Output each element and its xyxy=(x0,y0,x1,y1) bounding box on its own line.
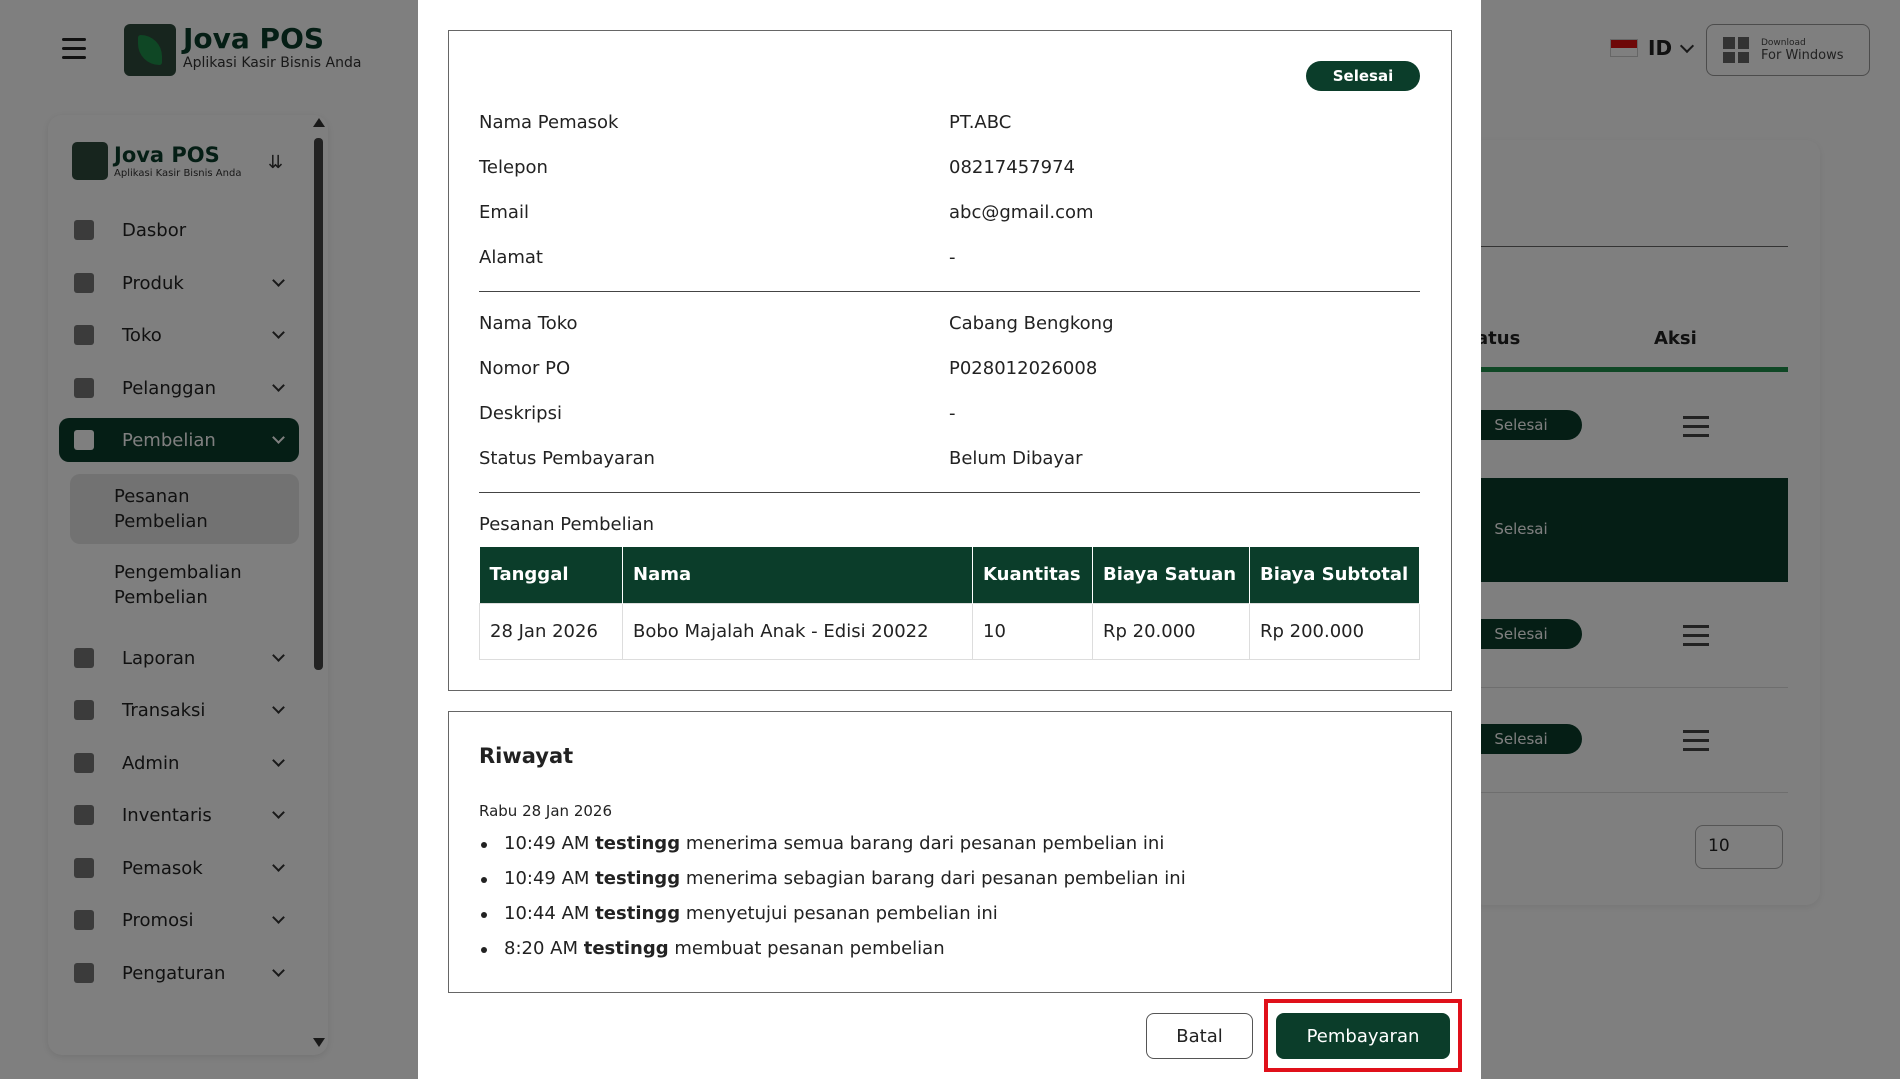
field-label: Status Pembayaran xyxy=(479,448,655,469)
table-cell: Bobo Majalah Anak - Edisi 20022 xyxy=(623,603,973,659)
field-label: Email xyxy=(479,202,529,223)
table-cell: 28 Jan 2026 xyxy=(480,603,623,659)
history-item xyxy=(479,865,1379,900)
history-user: testingg xyxy=(583,938,669,959)
table-cell: Rp 200.000 xyxy=(1250,603,1420,659)
field-value: Cabang Bengkong xyxy=(949,313,1114,334)
divider xyxy=(479,291,1420,292)
cancel-button[interactable]: Batal xyxy=(1146,1013,1253,1059)
orders-section-title: Pesanan Pembelian xyxy=(479,514,655,535)
column-header: Nama xyxy=(623,547,973,603)
history-title: Riwayat xyxy=(479,744,574,768)
field-value: - xyxy=(949,403,956,424)
column-header: Biaya Subtotal xyxy=(1250,547,1420,603)
history-time: 10:44 AM xyxy=(504,903,590,924)
field-value: - xyxy=(949,247,956,268)
column-header: Tanggal xyxy=(480,547,623,603)
history-text: menyetujui pesanan pembelian ini xyxy=(685,903,998,924)
field-label: Nama Pemasok xyxy=(479,112,619,133)
history-item xyxy=(479,830,1379,865)
field-value: 08217457974 xyxy=(949,157,1075,178)
table-cell: Rp 20.000 xyxy=(1093,603,1250,659)
history-user: testingg xyxy=(595,903,681,924)
field-value: PT.ABC xyxy=(949,112,1012,133)
table-row xyxy=(480,603,1420,659)
history-text: membuat pesanan pembelian xyxy=(674,938,945,959)
field-label: Alamat xyxy=(479,247,543,268)
history-list xyxy=(479,830,1379,970)
history-item xyxy=(479,900,1379,935)
history-user: testingg xyxy=(595,868,681,889)
order-status-badge: Selesai xyxy=(1306,61,1420,91)
field-label: Telepon xyxy=(479,157,548,178)
field-label: Nomor PO xyxy=(479,358,571,379)
history-item xyxy=(479,935,1379,970)
history-text: menerima sebagian barang dari pesanan pembelian ini xyxy=(685,868,1186,889)
history-time: 8:20 AM xyxy=(504,938,578,959)
history-time: 10:49 AM xyxy=(504,868,590,889)
payment-button[interactable]: Pembayaran xyxy=(1276,1013,1450,1059)
field-label: Nama Toko xyxy=(479,313,578,334)
field-value: P028012026008 xyxy=(949,358,1098,379)
column-header: Biaya Satuan xyxy=(1093,547,1250,603)
history-user: testingg xyxy=(595,833,681,854)
highlight-box xyxy=(1264,999,1462,1072)
field-value: abc@gmail.com xyxy=(949,202,1094,223)
purchase-items-table xyxy=(479,547,1420,660)
history-date: Rabu 28 Jan 2026 xyxy=(479,802,613,820)
table-header-row xyxy=(480,547,1420,603)
field-label: Deskripsi xyxy=(479,403,562,424)
field-value: Belum Dibayar xyxy=(949,448,1083,469)
table-cell: 10 xyxy=(973,603,1093,659)
history-text: menerima semua barang dari pesanan pembelian ini xyxy=(685,833,1165,854)
column-header: Kuantitas xyxy=(973,547,1093,603)
history-time: 10:49 AM xyxy=(504,833,590,854)
divider xyxy=(479,492,1420,493)
